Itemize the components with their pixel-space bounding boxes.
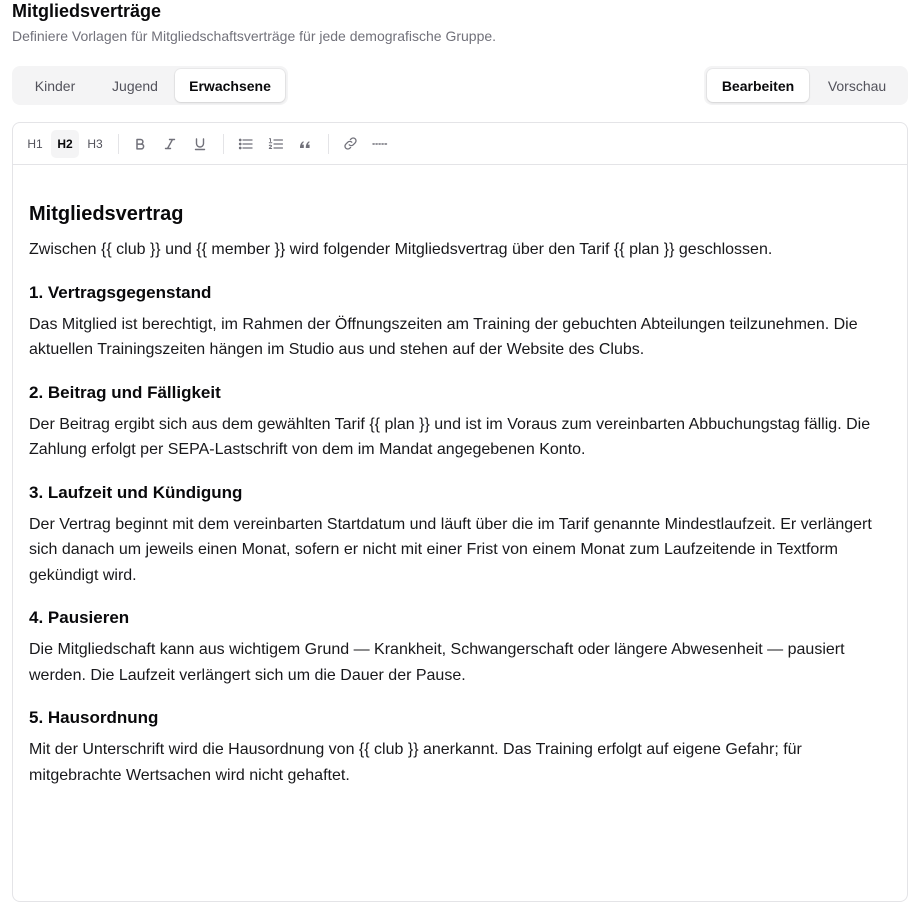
heading-1-button[interactable]: H1 [27,136,43,151]
section-body: Der Beitrag ergibt sich aus dem gewählten Tarif {{ plan }} und ist im Voraus zum vereinbarten Abbuchungstag fällig. Die Zahlung erfolgt per SEPA-Lastschrift von dem im Mandat angegebenen Konto. [29,415,871,458]
document-title: Mitgliedsvertrag [29,203,184,225]
ordered-list-button[interactable] [261,130,289,158]
toolbar-divider [328,134,329,154]
tab-kinder[interactable]: Kinder [34,77,76,94]
section-heading: 2. Beitrag und Fälligkeit [29,382,221,402]
horizontal-rule-icon [372,137,388,151]
page-subtitle: Definiere Vorlagen für Mitgliedschaftsverträge für jede demografische Gruppe. [12,28,497,44]
section-heading: 1. Vertragsgegenstand [29,282,212,302]
editor-toolbar [13,123,907,165]
underline-icon [193,137,207,151]
section-body: Der Vertrag beginnt mit dem vereinbarten Startdatum und läuft über die im Tarif genannte Mindestlaufzeit. Er verlängert sich danach um jeweils einen Monat, sofern er nicht mit einer Frist von einem Monat zum Laufzeitende in Textform gekündigt wird. [29,515,872,584]
section-heading: 3. Laufzeit und Kündigung [29,482,243,502]
mode-tabs [704,66,908,105]
underline-button[interactable] [186,130,214,158]
section-body: Die Mitgliedschaft kann aus wichtigem Grund — Krankheit, Schwangerschaft oder längere Abwesenheit — pausiert werden. Die Laufzeit verlängert sich um die Dauer der Pause. [29,641,845,684]
link-icon [343,136,358,151]
ordered-list-icon [268,137,283,151]
italic-icon [163,137,177,151]
heading-3-button[interactable]: H3 [87,136,103,151]
blockquote-icon [298,137,312,151]
tab-erwachsene[interactable]: Erwachsene [175,69,285,102]
blockquote-button[interactable] [291,130,319,158]
contract-editor [12,122,908,902]
horizontal-rule-button[interactable] [366,130,394,158]
bold-button[interactable] [126,130,154,158]
section-body: Das Mitglied ist berechtigt, im Rahmen der Öffnungszeiten am Training der gebuchten Abteilungen teilzunehmen. Die aktuellen Trainingszeiten hängen im Studio aus und stehen auf der Website des Clubs. [29,315,858,358]
document-intro: Zwischen {{ club }} und {{ member }} wird folgender Mitgliedsvertrag über den Tarif {{ plan }} geschlossen. [29,241,773,258]
section-body: Mit der Unterschrift wird die Hausordnung von {{ club }} anerkannt. Das Training erfolgt auf eigene Gefahr; für mitgebrachte Wertsachen wird nicht gehaftet. [29,741,802,784]
section-heading: 4. Pausieren [29,608,130,627]
toolbar-divider [118,134,119,154]
page-title: Mitgliedsverträge [12,1,162,21]
group-tabs [12,66,288,105]
editor-content[interactable] [13,165,907,788]
italic-button[interactable] [156,130,184,158]
link-button[interactable] [336,130,364,158]
bold-icon [133,137,147,151]
section-heading: 5. Hausordnung [29,708,159,727]
heading-2-button[interactable]: H2 [51,130,79,158]
toolbar-divider [223,134,224,154]
tab-jugend[interactable]: Jugend [112,77,158,94]
bullet-list-button[interactable] [231,130,259,158]
bullet-list-icon [238,137,253,151]
tab-vorschau[interactable]: Vorschau [827,77,887,94]
tab-bearbeiten[interactable]: Bearbeiten [707,69,809,102]
